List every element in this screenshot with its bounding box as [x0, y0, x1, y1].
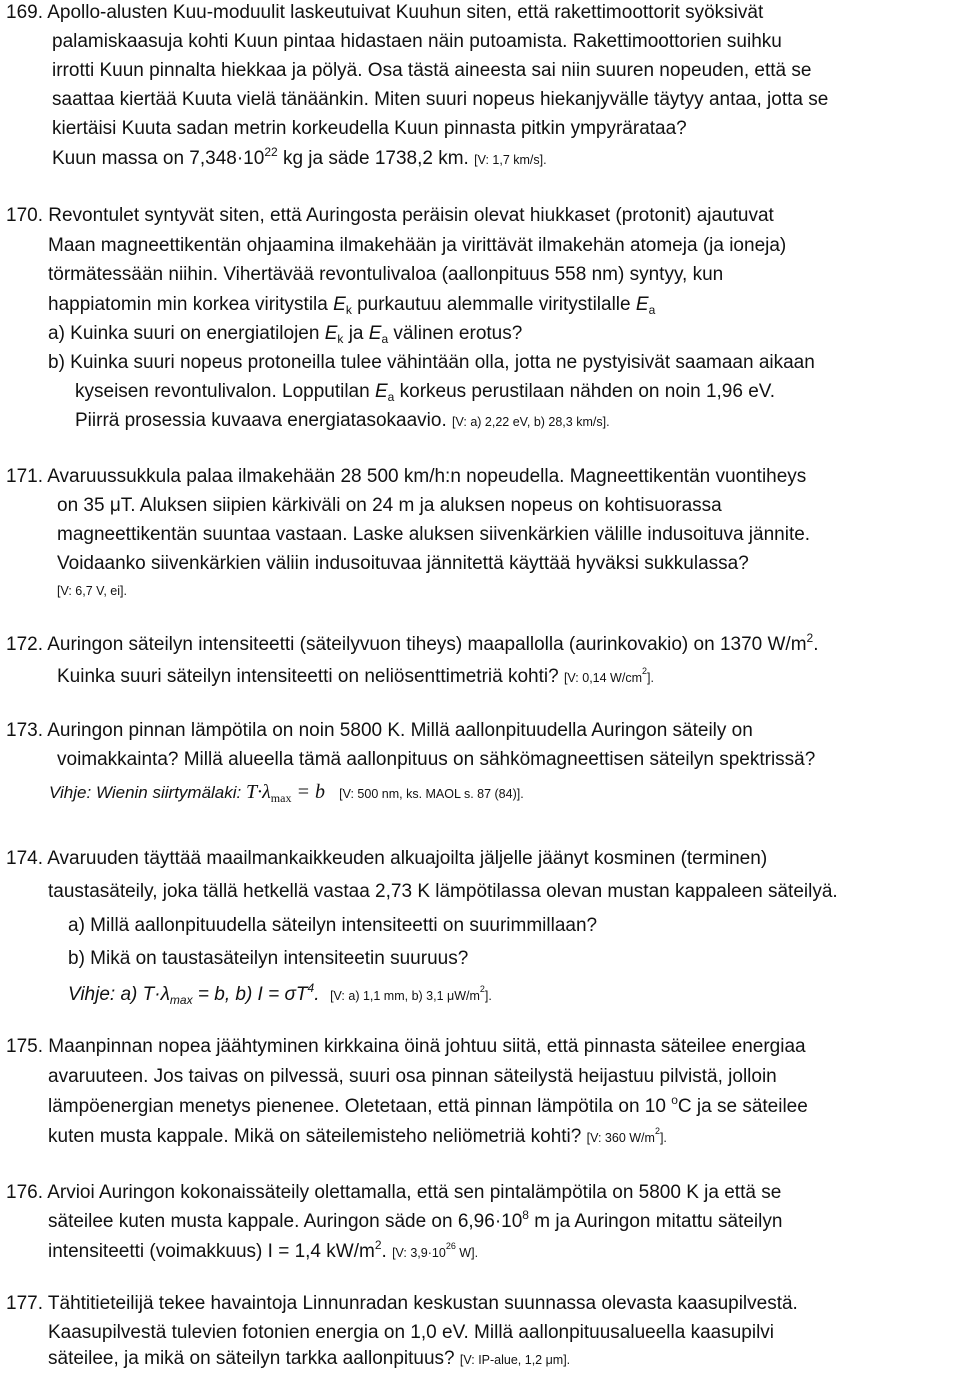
hint-exponent: 4 [307, 981, 315, 995]
problem-174-line-2: taustasäteily, joka tällä hetkellä vastaa 2,73 K lämpötilassa olevan mustan kappaleen säteilyä. [48, 881, 838, 902]
question-b-text: kyseisen revontulivalon. Lopputilan [75, 381, 375, 402]
problem-171-answer: [V: 6,7 V, ei]. [57, 584, 127, 598]
problem-170-line-2: Maan magneettikentän ohjaamina ilmakehään ja virittävät ilmakehän atomeja (ja ioneja) [48, 235, 787, 256]
problem-169-line-4: saattaa kiertää Kuuta vielä tänäänkin. Miten suuri nopeus hiekanjyvälle täytyy antaa, jotta se [52, 89, 829, 110]
problem-177-line-3 [48, 1346, 570, 1373]
answer-text: [V: a) 1,1 mm, b) 3,1 μW/m [330, 989, 480, 1003]
problem-170-question-b-line-2 [75, 379, 775, 405]
problem-170-question-a [48, 321, 522, 347]
problem-170-line-4 [48, 292, 655, 318]
problem-169-radius-text: kg ja säde 1738,2 km. [277, 148, 469, 169]
answer-exponent: 2 [479, 984, 485, 994]
answer-exponent: 2 [641, 666, 647, 676]
problem-174-line-1: 174. Avaruuden täyttää maailmankaikkeuden alkuajoilta jäljelle jäänyt kosminen (terminen) [6, 848, 768, 869]
problem-173-answer: [V: 500 nm, ks. MAOL s. 87 (84)]. [339, 787, 524, 801]
problem-169-line-6 [52, 146, 547, 173]
answer-text: [V: 360 W/m [586, 1131, 655, 1145]
energy-subscript-k: k [337, 332, 344, 346]
degree-symbol: o [671, 1093, 678, 1107]
problem-169-mass-exponent: 22 [264, 145, 278, 159]
problem-170-line-4-text-2: purkautuu alemmalle viritystilalle [351, 294, 636, 315]
problem-170-line-3: törmätessään niihin. Vihertävää revontulivaloa (aallonpituus 558 nm) syntyy, kun [48, 264, 724, 285]
formula-lambda: λ [262, 781, 271, 803]
energy-subscript-k: k [345, 303, 352, 317]
problem-171-line-3: magneettikentän suuntaa vastaan. Laske aluksen siivenkärkien välille indusoituva jännite. [57, 524, 811, 545]
answer-text-end: ]. [484, 989, 492, 1003]
energy-symbol: E [368, 323, 382, 344]
energy-subscript-a: a [387, 390, 395, 404]
formula-subscript-max: max [270, 791, 292, 805]
problem-172-line-1-text: 172. Auringon säteilyn intensiteetti (säteilyvuon tiheys) maapallolla (aurinkovakio) on 1370 W/m [6, 634, 807, 655]
formula-T: T [246, 781, 258, 803]
problem-173-line-2: voimakkainta? Millä alueella tämä aallonpituus on sähkömagneettisen säteilyn spektrissä? [57, 749, 816, 770]
hint-part-b: = b, b) I = σT [192, 984, 308, 1005]
energy-symbol: E [374, 381, 388, 402]
problem-169-mass-text: Kuun massa on 7,348·10 [52, 148, 265, 169]
problem-175-line-3 [48, 1094, 808, 1120]
question-b-text-3: Piirrä prosessia kuvaava energiatasokaavio. [75, 410, 447, 431]
answer-text: [V: 0,14 W/cm [563, 671, 642, 685]
question-a-text-3: välinen erotus? [388, 323, 523, 344]
problem-169-answer: [V: 1,7 km/s]. [474, 153, 547, 167]
problem-171-line-4: Voidaanko siivenkärkien väliin indusoituvaa jännitettä käyttää hyväksi sukkulassa? [57, 553, 749, 574]
problem-175-answer [586, 1126, 667, 1145]
problem-170-line-1: 170. Revontulet syntyvät siten, että Auringosta peräisin olevat hiukkaset (protonit) ajautuvat [6, 205, 774, 226]
problem-177-line-1: 177. Tähtitieteilijä tekee havaintoja Linnunradan keskustan suunnassa olevasta kaasupilvestä. [6, 1293, 798, 1314]
problem-176-line-2 [48, 1209, 782, 1235]
answer-exponent: 2 [654, 1126, 660, 1136]
problem-176-answer [392, 1241, 479, 1260]
problem-176-line-3-text: intensiteetti (voimakkuus) I = 1,4 kW/m [48, 1241, 375, 1262]
hint-part-a: Vihje: a) T·λ [68, 984, 170, 1005]
problem-175-line-1: 175. Maanpinnan nopea jäähtyminen kirkkaina öinä johtuu siitä, että pinnasta säteilee energiaa [6, 1036, 806, 1057]
answer-text-end: W]. [455, 1246, 479, 1260]
problem-172-answer [563, 666, 654, 685]
problem-172-line-1 [6, 632, 819, 658]
problem-173-line-1: 173. Auringon pinnan lämpötila on noin 5800 K. Millä aallonpituudella Auringon säteily on [6, 720, 753, 741]
formula-equals-b: = b [291, 781, 325, 803]
problem-169-line-3: irrotti Kuun pinnalta hiekkaa ja pölyä. Osa tästä aineesta sai niin suuren nopeuden, että se [52, 60, 812, 81]
question-a-text-2: ja [343, 323, 369, 344]
problem-172-period: . [813, 634, 819, 655]
problem-175-line-2: avaruuteen. Jos taivas on pilvessä, suuri osa pinnan säteilystä heijastuu pilvistä, jolloin [48, 1066, 777, 1087]
problem-170-question-b-line-3 [75, 408, 610, 435]
problem-171-line-2: on 35 μT. Aluksen siipien kärkiväli on 24 m ja aluksen nopeus on kohtisuorassa [57, 495, 722, 516]
formula-dot: · [257, 781, 263, 803]
problem-170-question-b-line-1: b) Kuinka suuri nopeus protoneilla tulee vähintään olla, jotta ne pystyisivät saamaan aikaan [48, 352, 815, 373]
radius-exponent: 8 [522, 1208, 529, 1222]
problem-176-line-2-text: säteilee kuten musta kappale. Auringon säde on 6,96·10 [48, 1211, 523, 1232]
problem-175-line-3-text: lämpöenergian menetys pienenee. Oletetaan, että pinnan lämpötila on 10 [48, 1096, 672, 1117]
problem-176-line-1: 176. Arvioi Auringon kokonaissäteily olettamalla, että sen pintalämpötila on 5800 K ja että se [6, 1182, 782, 1203]
energy-subscript-a: a [648, 303, 656, 317]
answer-text-end: ]. [659, 1131, 667, 1145]
energy-subscript-a: a [381, 332, 389, 346]
energy-symbol: E [635, 294, 649, 315]
question-b-text-2: korkeus perustilaan nähden on noin 1,96 eV. [394, 381, 775, 402]
problem-172-line-2 [57, 664, 654, 691]
problem-170-answer: [V: a) 2,22 eV, b) 28,3 km/s]. [452, 415, 610, 429]
hint-text [68, 981, 320, 1007]
answer-exponent: 26 [445, 1241, 456, 1251]
problem-172-exponent: 2 [806, 631, 814, 645]
problem-169-line-1: 169. Apollo-alusten Kuu-moduulit laskeutuivat Kuuhun siten, että rakettimoottorit syöksivät [6, 2, 764, 23]
hint-subscript-max: max [169, 993, 193, 1007]
question-a-text: a) Kuinka suuri on energiatilojen [48, 323, 325, 344]
problem-176-line-2-text-2: m ja Auringon mitattu säteilyn [528, 1211, 783, 1232]
problem-175-line-3-text-2: C ja se säteilee [677, 1096, 808, 1117]
problem-174-question-b: b) Mikä on taustasäteilyn intensiteetin suuruus? [68, 948, 469, 969]
energy-symbol: E [324, 323, 338, 344]
answer-text: [V: 3,9·10 [392, 1246, 446, 1260]
problem-171-line-1: 171. Avaruussukkula palaa ilmakehään 28 500 km/h:n nopeudella. Magneettikentän vuontiheys [6, 466, 807, 487]
problem-175-line-4 [48, 1124, 667, 1151]
hint-period: . [314, 984, 320, 1005]
problem-172-line-2-text: Kuinka suuri säteilyn intensiteetti on neliösenttimetriä kohti? [57, 666, 559, 687]
problem-173-hint [49, 779, 524, 807]
problem-174-question-a: a) Millä aallonpituudella säteilyn intensiteetti on suurimmillaan? [68, 915, 598, 936]
problem-169-line-5: kiertäisi Kuuta sadan metrin korkeudella Kuun pinnasta pitkin ympyrärataa? [52, 118, 687, 139]
problem-177-line-2: Kaasupilvestä tulevien fotonien energia on 1,0 eV. Millä aallonpituusalueella kaasupilvi [48, 1322, 775, 1343]
problem-176-period: . [381, 1241, 387, 1262]
problem-176-line-3 [48, 1239, 478, 1266]
wien-formula [246, 781, 325, 803]
problem-177-answer: [V: IP-alue, 1,2 μm]. [459, 1353, 571, 1367]
problem-174-answer [330, 984, 492, 1003]
hint-label: Vihje: Wienin siirtymälaki: [49, 783, 242, 802]
problem-175-line-4-text: kuten musta kappale. Mikä on säteilemisteho neliömetriä kohti? [48, 1126, 582, 1147]
answer-text-end: ]. [647, 671, 654, 685]
problem-174-hint [68, 982, 492, 1009]
problem-170-line-4-text: happiatomin min korkea viritystila [48, 294, 334, 315]
energy-symbol: E [333, 294, 346, 315]
problem-177-line-3-text: säteilee, ja mikä on säteilyn tarkka aallonpituus? [48, 1348, 455, 1369]
problem-169-line-2: palamiskaasuja kohti Kuun pintaa hidastaen näin putoamista. Rakettimoottorien suihku [52, 31, 782, 52]
intensity-exponent: 2 [374, 1238, 382, 1252]
